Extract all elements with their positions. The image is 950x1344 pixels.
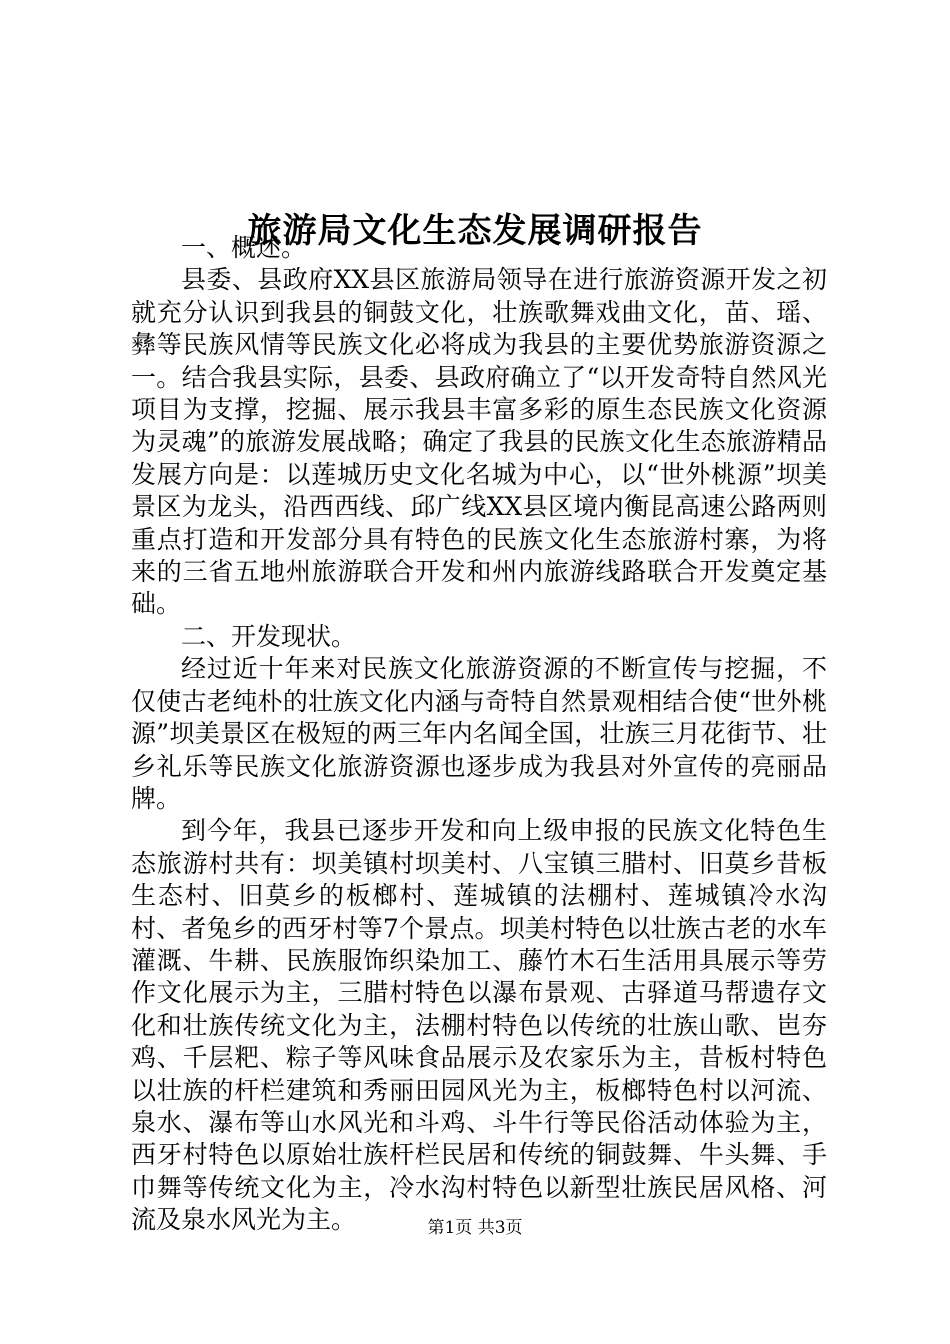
overview-paragraph: 县委、县政府XX县区旅游局领导在进行旅游资源开发之初就充分认识到我县的铜鼓文化，壮族歌舞戏曲文化，苗、瑶、彝等民族风情等民族文化必将成为我县的主要优势旅游资源之一。结合我县实际，县委、县政府确立了“以开发奇特自然风光项目为支撑，挖掘、展示我县丰富多彩的原生态民族文化资源为灵魂”的旅游发展战略；确定了我县的民族文化生态旅游精品发展方向是：以莲城历史文化名城为中心，以“世外桃源”坝美景区为龙头，沿西西线、邱广线XX县区境内衡昆高速公路两则重点打造和开发部分具有特色的民族文化生态旅游村寨，为将来的三省五地州旅游联合开发和州内旅游线路联合开发奠定基础。 bbox=[131, 265, 827, 619]
section-heading-overview: 一、概述。 bbox=[181, 233, 307, 262]
page-number-footer: 第1页 共3页 bbox=[427, 1218, 523, 1238]
document-body bbox=[131, 232, 827, 1237]
status-paragraph-1: 经过近十年来对民族文化旅游资源的不断宣传与挖掘，不仅使古老纯朴的壮族文化内涵与奇特自然景观相结合使“世外桃源”坝美景区在极短的两三年内名闻全国，壮族三月花街节、壮乡礼乐等民族文化旅游资源也逐步成为我县对外宣传的亮丽品牌。 bbox=[131, 654, 827, 813]
status-paragraph-2: 到今年，我县已逐步开发和向上级申报的民族文化特色生态旅游村共有：坝美镇村坝美村、八宝镇三腊村、旧莫乡昔板生态村、旧莫乡的板榔村、莲城镇的法棚村、莲城镇冷水沟村、者兔乡的西牙村等7个景点。坝美村特色以壮族古老的水车灌溉、牛耕、民族服饰织染加工、藤竹木石生活用具展示等劳作文化展示为主，三腊村特色以瀑布景观、古驿道马帮遗存文化和壮族传统文化为主，法棚村特色以传统的壮族山歌、岜夯鸡、千层粑、粽子等风味食品展示及农家乐为主，昔板村特色以壮族的杆栏建筑和秀丽田园风光为主，板榔特色村以河流、泉水、瀑布等山水风光和斗鸡、斗牛行等民俗活动体验为主，西牙村特色以原始壮族杆栏民居和传统的铜鼓舞、牛头舞、手巾舞等传统文化为主，冷水沟村特色以新型壮族民居风格、河流及泉水风光为主。 bbox=[131, 816, 827, 1235]
section-heading-status: 二、开发现状。 bbox=[181, 621, 357, 651]
document-title: 旅游局文化生态发展调研报告 bbox=[247, 210, 703, 251]
